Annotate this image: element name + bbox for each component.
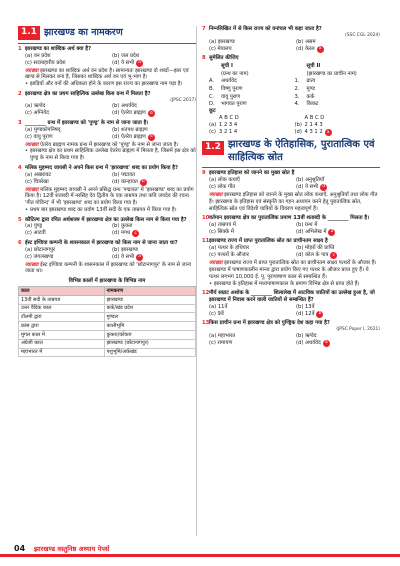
option — [296, 311, 380, 318]
explanation-keyword: व्याख्या — [209, 191, 223, 198]
section-heading-2 — [202, 139, 380, 164]
question-6 — [18, 240, 196, 275]
section-heading-1 — [18, 26, 196, 40]
answer-badge: d — [320, 184, 327, 191]
explanation-text: झारखण्ड का शाब्दिक अर्थ वन प्रदेश है। सामान्यतः झारखण्ड दो शब्दों—झार एवं खण्ड से मिलकर बना है, जिसका शाब्दिक अर्थ वन एवं भू-भाग है। — [25, 67, 189, 81]
code-header-letter: D — [234, 114, 239, 121]
option — [25, 110, 109, 117]
option-text: (b) ग्रन्थ में — [296, 221, 318, 228]
answer-badge: b — [140, 179, 147, 186]
option — [112, 134, 196, 141]
explanation-text: ईस्ट इण्डिया कम्पनी के शासनकाल में झारखण्ड को 'छोटानागपुर' के नाम से जाना जाता था। — [25, 261, 192, 275]
option-text: (a) ताम्रपत्र में — [209, 221, 236, 228]
list-1-item: भागवत पुराण — [221, 101, 247, 108]
option-text: (d) ये सभी — [112, 59, 135, 66]
option — [112, 247, 196, 254]
list-1-item: अथर्ववेद — [221, 78, 237, 85]
list-2-item: व्रात्य — [306, 78, 316, 85]
answer-options — [202, 39, 380, 53]
table-row — [19, 331, 196, 340]
explanation-bullet: • झारखण्ड के इतिहास में मध्यपाषाणकाल के प्रमाण विभिन्न क्षेत्र से प्राप्त होते हैं। — [202, 281, 380, 288]
option-text: (d) 12वें — [296, 310, 315, 317]
option — [209, 245, 293, 252]
option — [209, 229, 293, 236]
explanation-keyword: व्याख्या — [209, 260, 223, 267]
question-number: 8 — [202, 55, 206, 62]
answer-badge: a — [136, 60, 143, 67]
question-text: झारखण्ड राज्य में प्राप्त पुरातात्विक स्रोत का प्राचीनतम साक्ष्य है — [209, 238, 328, 245]
answer-options — [18, 247, 196, 261]
question-row — [18, 91, 196, 98]
explanation-keyword: व्याख्या — [25, 261, 39, 268]
question-number: 1 — [18, 45, 22, 52]
answer-options — [202, 333, 380, 347]
code-options — [202, 115, 380, 136]
list-2-subheading: (झारखण्ड का प्राचीन नाम) — [306, 70, 357, 77]
option — [209, 184, 293, 191]
answer-badge: a — [328, 229, 335, 236]
answer-badge: a — [323, 340, 330, 347]
table-cell: कर्क/खंड प्रदेश — [104, 304, 195, 313]
question-4 — [18, 165, 196, 214]
table-header: काल — [19, 286, 105, 295]
code-header-letter: C — [314, 114, 319, 121]
option-text: (a) वन प्रदेश — [25, 52, 51, 59]
section-rule — [18, 43, 196, 44]
explanation — [202, 260, 380, 281]
option — [112, 179, 196, 186]
answer-options — [202, 245, 380, 259]
list-2-item: कर्क — [306, 93, 315, 100]
question-2 — [18, 91, 196, 118]
explanation-text: झारखण्ड इतिहास को जानने के मुख्य स्रोत लोक कथाएँ, अनुश्रुतियाँ तथा लोक गीत हैं। झारखण्ड के इतिहास एवं संस्कृति का गहन अध्ययन करने हेतु पुरातात्विक स्रोत, साहित्यिक स्रोत एवं विदेशी यात्रियों के विवरण महत्वपूर्ण हैं। — [209, 191, 378, 212]
option-text: (d) केरल — [296, 45, 315, 52]
table-cell: मुण्डल — [104, 313, 195, 322]
option-text: (a) अखरावट — [25, 171, 52, 178]
left-column — [18, 26, 196, 359]
page-number: 04 — [14, 543, 26, 553]
question-number: 7 — [202, 26, 206, 32]
code-spacer — [295, 115, 305, 122]
table-row — [19, 322, 196, 331]
option-text: (c) सिक्के में — [209, 228, 234, 235]
option-text: (c) चित्ररेखा — [25, 178, 49, 185]
explanation-bullet: • झारखण्ड क्षेत्र का प्रथम साहित्यिक उल्लेख ऐतरेय ब्राह्मण में मिलता है, जिसमें इस क्षेत्र को पुण्ड्र के नाम से किया गया है। — [18, 148, 196, 162]
exam-source: (JPSC 2017) — [170, 97, 196, 103]
question-row — [18, 46, 196, 53]
option — [209, 39, 293, 46]
answer-options — [18, 103, 196, 117]
option — [25, 127, 109, 134]
option — [25, 53, 109, 60]
option-text: (b) मोहरों की प्राप्ति — [296, 245, 335, 252]
code-values: 2 1 4 3 — [304, 121, 323, 128]
section-title: झारखण्ड के ऐतिहासिक, पुरातात्विक एवं साहित्यिक स्रोत — [227, 139, 375, 163]
explanation — [18, 262, 196, 276]
question-number: 9 — [202, 170, 206, 177]
question-number: 12 — [202, 290, 210, 297]
code-spacer — [209, 115, 219, 122]
option — [209, 304, 293, 311]
option-text: (c) अग्निवेद — [25, 110, 49, 117]
answer-badge: a — [325, 129, 332, 136]
table-title: विभिन्न कालों में झारखण्ड के विभिन्न नाम — [68, 277, 146, 284]
question-number: 13 — [202, 320, 210, 327]
option-text: (d) कोल के पात्र — [296, 252, 329, 259]
exam-source: (SSC CGL 2024) — [345, 32, 380, 38]
table-row — [19, 304, 196, 313]
answer-options — [202, 177, 380, 191]
code-header — [219, 115, 295, 122]
right-column — [202, 26, 380, 349]
table-cell: अंग्रेजी काल — [19, 339, 105, 348]
table-cell: उत्तर वैदिक काल — [19, 304, 105, 313]
option-text: (c) वायु पुराण — [25, 133, 53, 140]
option — [296, 184, 380, 191]
option-text: (a) पुण्ड्र — [25, 223, 43, 230]
option — [25, 179, 109, 186]
option — [112, 127, 196, 134]
list-1-item: विष्णु पुराण — [221, 85, 243, 92]
option-text: (b) अनुश्रुतियाँ — [296, 176, 325, 183]
option-text: (d) अभिलेख में — [296, 228, 327, 235]
option — [296, 46, 380, 53]
question-text: मलिक मुहम्मद जायसी ने अपने किस ग्रन्थ में 'झारखण्ड' शब्द का प्रयोग किया है? — [25, 164, 179, 171]
question-number: 5 — [18, 216, 22, 223]
option — [112, 53, 196, 60]
answer-options — [202, 222, 380, 236]
list-2-item: मुण्ड — [306, 85, 315, 92]
code-header-letter: C — [229, 114, 234, 121]
option — [209, 222, 293, 229]
list-2-heading: सूची II — [306, 62, 321, 69]
question-text: झारखण्ड इतिहास को जानने का मुख्य स्रोत है — [209, 170, 295, 177]
option — [25, 134, 109, 141]
answer-badge: b — [316, 311, 323, 318]
question-11 — [202, 238, 380, 287]
option-text: (a) मुण्डकोपनिषद् — [25, 126, 61, 133]
question-8 — [202, 55, 380, 136]
option-text: (b) असम — [296, 38, 316, 45]
option — [25, 172, 109, 179]
table-row — [19, 295, 196, 304]
table-cell: टॉलमी द्वारा — [19, 313, 105, 322]
table-cell: कालीभूमि — [104, 322, 195, 331]
explanation-text: झारखण्ड राज्य में प्राप्त पुरातात्विक स्रोत का प्राचीनतम साक्ष्य पत्थरों के औजार हैं। झारखण्ड में पाषाणकालीन मानव द्वारा प्रयोग किए गए पत्थर के औजार प्राप्त हुए हैं। ये पत्थर लगभग 10,000 ई. पू. पुरापाषाण काल से सम्बन्धित हैं। — [209, 260, 377, 280]
option — [296, 39, 380, 46]
option — [296, 340, 380, 347]
question-number: 6 — [18, 239, 22, 246]
option-text: (d) अथर्ववेद — [296, 339, 321, 346]
option — [112, 254, 196, 261]
table-cell: महाभारत में — [19, 348, 105, 357]
question-row — [202, 290, 380, 304]
section-number: 1.2 — [202, 141, 224, 155]
table-cell: झारखण्ड — [104, 295, 195, 304]
option-text: (d) कान्हावत — [112, 178, 138, 185]
option-text: (c) जंगलखण्ड — [25, 253, 54, 260]
table-header: नामकरण — [104, 286, 195, 295]
option-text: (b) झारखण्ड — [112, 246, 138, 253]
footer-title: झारखण्ड वस्तुनिष्ठ अध्याय पेपर्स — [34, 544, 110, 553]
table-cell: पशुभूमि/अर्कखंड — [104, 348, 195, 357]
code-label: (a) — [209, 121, 217, 128]
option-text: (b) ऋग्वेद — [296, 332, 317, 339]
option — [296, 245, 380, 252]
option — [209, 333, 293, 340]
code-title: कूट — [209, 108, 216, 115]
list-1-letter: D. — [209, 101, 215, 108]
question-list — [202, 170, 380, 347]
option-text: (a) झारखण्ड — [209, 38, 235, 45]
question-9 — [202, 170, 380, 212]
option-text: (c) रामायण — [209, 339, 233, 346]
option-text: (c) सदाबहारीय प्रदेश — [25, 59, 66, 66]
list-2-number: 2. — [294, 85, 300, 92]
option — [209, 311, 293, 318]
question-list — [202, 26, 380, 53]
code-header-letter: D — [320, 114, 325, 121]
option — [296, 304, 380, 311]
option — [296, 333, 380, 340]
question-list — [18, 46, 196, 275]
answer-options — [202, 304, 380, 318]
question-text: निम्नलिखित में से किस राज्य को वनांचल भी कहा जाता है? — [209, 26, 322, 32]
table-cell: झारखण्ड (छोटानागपुर) — [104, 339, 195, 348]
list-2-item: किकट — [306, 101, 319, 108]
question-number: 11 — [202, 238, 210, 245]
list-1-item: वायु पुराण — [221, 93, 241, 100]
list-2-number: 1. — [294, 78, 300, 85]
list-2-number: 4. — [294, 101, 300, 108]
question-row — [18, 217, 196, 224]
table-cell: कुकरा/कोकरा — [104, 331, 195, 340]
question-row — [202, 26, 380, 33]
explanation — [18, 187, 196, 208]
answer-options — [18, 53, 196, 67]
question-row — [202, 215, 380, 222]
option — [209, 340, 293, 347]
answer-badge: c — [330, 252, 337, 259]
option — [296, 252, 380, 259]
question-row — [18, 165, 196, 172]
question-1 — [18, 46, 196, 88]
option-text: (c) 9वें — [209, 310, 224, 317]
page-footer — [0, 541, 400, 557]
question-10 — [202, 215, 380, 236]
code-header-letter: A — [304, 114, 309, 121]
question-row — [18, 240, 196, 247]
option-text: (b) 13वें — [296, 303, 315, 310]
option — [209, 177, 293, 184]
option — [296, 222, 380, 229]
question-7 — [202, 26, 380, 53]
explanation-bullet: • झाड़ियों और वनों की अधिकता होने के कारण इस राज्य का झारखण्ड नाम पड़ा है। — [18, 81, 196, 88]
option — [112, 60, 196, 67]
question-row — [202, 170, 380, 177]
answer-options — [18, 127, 196, 141]
question-number: 3 — [18, 119, 22, 126]
section-number: 1.1 — [18, 26, 40, 40]
option — [112, 110, 196, 117]
code-values: 4 3 1 2 a — [305, 129, 381, 136]
question-text: झारखण्ड का शाब्दिक अर्थ क्या है? — [25, 45, 92, 52]
question-number: 2 — [18, 90, 22, 97]
explanation-bullet: • प्रथम बार झारखण्ड शब्द का प्रयोग 13वीं सदी के एक ताम्रपत्र में किया गया है। — [18, 207, 196, 214]
names-table — [18, 286, 196, 358]
option-text: (a) लोक कथाएँ — [209, 176, 240, 183]
option-text: (d) ये सभी — [296, 183, 319, 190]
table-cell: फ्रांस द्वारा — [19, 322, 105, 331]
list-1-letter: B. — [209, 85, 215, 92]
list-1-letter: A. — [209, 78, 215, 85]
question-text: किस प्राचीन ग्रन्थ में झारखण्ड क्षेत्र को पुण्ड्रिक देश कहा गया है? — [209, 320, 330, 327]
code-values: 1 2 3 4 — [219, 121, 238, 128]
option-text: (a) पत्थर के हथियार — [209, 245, 250, 252]
option-text: (a) छोटानागपुर — [25, 246, 56, 253]
question-12 — [202, 290, 380, 318]
option-text: (c) आटवी — [25, 230, 46, 237]
question-5 — [18, 217, 196, 238]
question-text: ________ ग्रन्थ में झारखण्ड को 'पुण्ड्र' के नाम से जाना जाता है। — [25, 119, 149, 126]
answer-options — [18, 172, 196, 186]
section-rule — [202, 167, 380, 168]
explanation — [18, 68, 196, 82]
list-2-number: 3. — [294, 93, 300, 100]
option — [25, 247, 109, 254]
explanation — [202, 192, 380, 213]
question-text: झारखण्ड क्षेत्र का प्रथम साहित्यिक उल्लेख किस ग्रन्थ में मिलता है? — [25, 90, 151, 97]
answer-badge: c — [132, 230, 139, 237]
option-text: (b) पद्मावत — [112, 171, 135, 178]
code-label: (c) — [209, 128, 216, 135]
exam-source: (JPSC Paper I, 2021) — [336, 327, 380, 333]
option-text: (a) 11वें — [209, 303, 228, 310]
option — [112, 223, 196, 230]
option-text: (d) मगध — [112, 230, 131, 237]
option — [209, 252, 293, 259]
option-text: (a) ऋग्वेद — [25, 103, 46, 110]
list-1-heading: सूची I — [221, 62, 233, 69]
answer-badge: d — [148, 110, 155, 117]
option-text: (b) जल प्रदेश — [112, 52, 140, 59]
answer-options — [18, 223, 196, 237]
option — [25, 230, 109, 237]
table-row — [19, 339, 196, 348]
option — [296, 177, 380, 184]
code-header — [305, 115, 381, 122]
option — [209, 46, 293, 53]
table-row — [19, 348, 196, 357]
option-text: (b) कुकरा — [112, 223, 133, 230]
footer-bar — [0, 554, 400, 557]
question-text: वर्तमान झारखण्ड क्षेत्र का पुरातात्विक प्रमाण 13वीं शताब्दी के ________ मिलता है। — [209, 215, 370, 221]
question-text: ईस्ट इण्डिया कम्पनी के शासनकाल में झारखण्ड को किस नाम से जाना जाता था? — [25, 239, 178, 246]
list-1-subheading: (ग्रन्थ का नाम) — [221, 70, 249, 77]
column-divider — [196, 26, 197, 536]
explanation-text: मलिक मुहम्मद जायसी ने अपने प्रसिद्ध ग्रन्थ 'पद्मावत' में 'झारखण्ड' शब्द का प्रयोग किया है। 12वीं शताब्दी में नरसिंह देव द्वितीय के एक ताम्रपत्र तथा कवि जयदेव की रचना 'गीत गोविन्द' में भी 'झारखण्ड' शब्द का प्रयोग किया गया है। — [25, 186, 194, 207]
option-text: (a) महाभारत — [209, 332, 236, 339]
option-text: (c) मेघालय — [209, 45, 232, 52]
code-label: (d) — [294, 128, 302, 135]
match-lists — [202, 63, 380, 108]
answer-badge: d — [148, 134, 155, 141]
question-number: 4 — [18, 164, 22, 171]
option — [296, 229, 380, 236]
table-cell: मुगल काल में — [19, 331, 105, 340]
question-text: कौटिल्य द्वारा रचित अर्थशास्त्र में झारखण्ड क्षेत्र का उल्लेख किस नाम से किया गया है? — [25, 216, 187, 223]
option — [112, 172, 196, 179]
code-header-letter: B — [309, 114, 314, 121]
option-text: (b) शतपथ ब्राह्मण — [112, 126, 148, 133]
table-cell: 13वीं सदी के ताम्रपत्र — [19, 295, 105, 304]
table-row — [19, 313, 196, 322]
explanation-text: ऐतरेय ब्राह्मण नामक ग्रन्थ में झारखण्ड को 'पुण्ड्र' के नाम से जाना जाता है। — [40, 141, 179, 148]
option-text: (d) ये सभी — [112, 253, 135, 260]
option-text: (c) पत्थरों के औजार — [209, 252, 249, 259]
question-number: 10 — [202, 215, 210, 221]
code-label: (b) — [294, 121, 302, 128]
question-text: मौर्य सम्राट अशोक के ________ शिलालेख में आटविक जातियों का उल्लेख हुआ है, जो झारखण्ड में निवास करने वाली जातियों से सम्बन्धित हैं? — [209, 290, 375, 303]
answer-badge: a — [317, 46, 324, 53]
answer-badge: a — [136, 254, 143, 261]
explanation-keyword: व्याख्या — [25, 141, 39, 148]
explanation-keyword: व्याख्या — [25, 186, 39, 193]
question-3 — [18, 120, 196, 162]
question-row — [18, 120, 196, 127]
code-header-letter: A — [219, 114, 223, 121]
code-header-letter: B — [224, 114, 228, 121]
question-13 — [202, 320, 380, 347]
option-text: (d) ऐतरेय ब्राह्मण — [112, 133, 146, 140]
explanation-keyword: व्याख्या — [25, 67, 39, 74]
question-text: सुमेलित कीजिए — [209, 55, 239, 62]
section-title: झारखण्ड का नामकरण — [43, 26, 123, 38]
option — [25, 254, 109, 261]
list-1-letter: C. — [209, 93, 215, 100]
option — [112, 230, 196, 237]
code-values: 3 2 1 4 — [219, 128, 238, 135]
option-text: (c) लोक गीत — [209, 183, 236, 190]
option-text: (b) अथर्ववेद — [112, 103, 137, 110]
option — [25, 60, 109, 67]
option-text: (d) ऐतरेय ब्राह्मण — [112, 110, 146, 117]
